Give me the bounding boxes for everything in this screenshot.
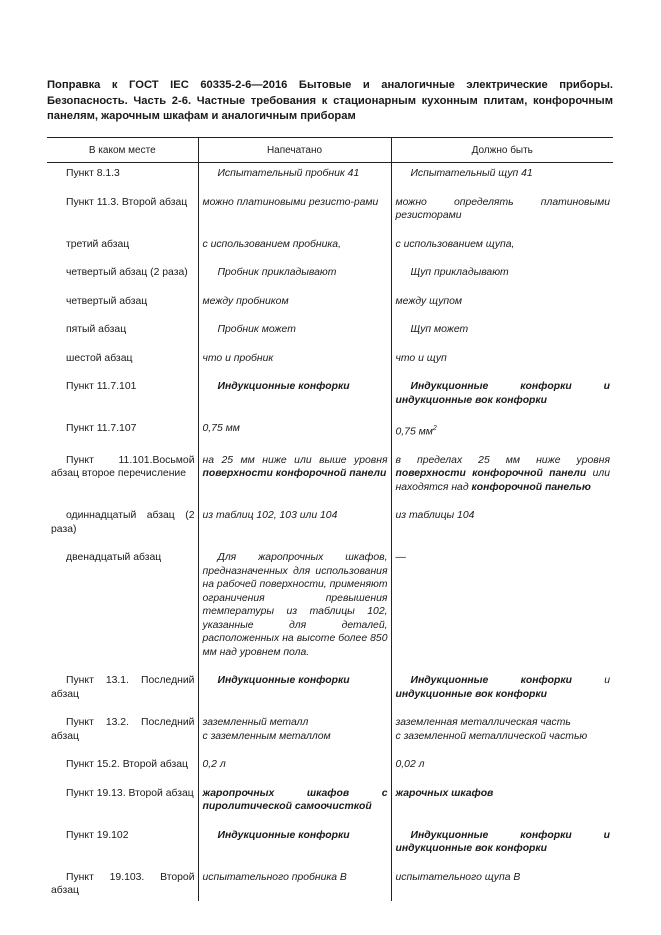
row-location: Пункт 19.103. Второй абзац	[51, 871, 195, 897]
row-correct: что и щуп	[391, 348, 613, 377]
row-location: Пункт 19.102	[66, 829, 129, 841]
row-location: Пункт 13.2. Последний абзац	[51, 717, 195, 742]
table-row	[47, 867, 613, 901]
table-row	[47, 825, 613, 867]
table-row	[47, 754, 613, 783]
table-row	[47, 348, 613, 377]
row-location: Пункт 13.1. Последний абзац	[51, 675, 195, 700]
row-location: третий абзац	[66, 238, 130, 250]
row-correct-part: и	[571, 675, 610, 687]
header-location: В каком месте	[47, 138, 198, 163]
row-printed-bold: поверхности конфорочной панели	[202, 468, 387, 480]
row-correct: между щупом	[391, 291, 613, 320]
row-correct-bold: индукционные вок конфорки	[395, 688, 547, 700]
row-printed: между пробником	[198, 291, 391, 320]
row-location: Пункт 11.7.101	[66, 381, 137, 392]
row-location: Пункт 19.13. Второй абзац	[66, 787, 194, 799]
table-row	[47, 547, 613, 670]
table-row	[47, 505, 613, 547]
table-row	[47, 712, 613, 754]
row-printed: Для жаропрочных шкафов, предназначенных для использования на рабочей поверхности, применяют ограничения превышения температуры из таблицы 102, указанные для деталей, расположенных на высоте более 850 мм над уровнем пола.	[202, 552, 388, 658]
row-correct-bold: поверхности конфорочной панели	[395, 468, 587, 480]
table-row	[47, 783, 613, 825]
row-location: Пункт 11.3. Второй абзац	[66, 196, 188, 208]
row-printed: Пробник может	[217, 324, 296, 335]
table-header-row	[47, 138, 613, 163]
row-correct-line: заземленная металлическая часть	[395, 717, 571, 729]
row-printed-part: на 25 мм ниже или выше уровня	[202, 454, 388, 466]
row-location: одиннадцатый абзац (2 раза)	[51, 510, 195, 535]
row-correct-bold: Индукционные конфорки	[410, 675, 572, 687]
row-printed: 0,75 мм	[198, 418, 391, 450]
row-correct-line: с заземленной металлической частью	[395, 730, 588, 742]
row-location: Пункт 11.101.Восьмой абзац второе перечисление	[51, 454, 195, 480]
row-printed: из таблиц 102, 103 или 104	[198, 505, 391, 547]
row-printed: жаропрочных шкафов с пиролитической самоочисткой	[198, 783, 391, 825]
table-row	[47, 418, 613, 450]
row-location: четвертый абзац	[66, 295, 148, 307]
row-correct: Щуп может	[410, 324, 469, 335]
row-printed: Пробник прикладывают	[217, 267, 337, 278]
row-correct: Испытательный щуп 41	[410, 168, 533, 179]
row-printed-line: заземленный металл	[202, 717, 309, 729]
row-printed: 0,2 л	[198, 754, 391, 783]
row-location: Пункт 15.2. Второй абзац	[66, 759, 188, 771]
row-correct: жарочных шкафов	[391, 783, 613, 825]
row-correct: испытательного щупа В	[391, 867, 613, 901]
row-printed: можно платиновыми резисто-рами	[198, 192, 391, 234]
row-printed: что и пробник	[198, 348, 391, 377]
table-row	[47, 450, 613, 506]
row-location: двенадцатый абзац	[66, 552, 162, 564]
table-row	[47, 376, 613, 418]
row-correct: из таблицы 104	[391, 505, 613, 547]
row-correct: —	[391, 547, 613, 670]
row-correct-part: или находятся над	[395, 468, 610, 493]
table-row	[47, 234, 613, 263]
row-correct: Индукционные конфорки и индукционные вок конфорки	[395, 829, 610, 855]
table-row	[47, 291, 613, 320]
row-printed: Испытательный пробник 41	[217, 168, 360, 179]
row-printed: испытательного пробника В	[198, 867, 391, 901]
table-row	[47, 319, 613, 348]
table-row	[47, 262, 613, 291]
row-location: четвертый абзац (2 раза)	[66, 267, 188, 278]
header-printed: Напечатано	[198, 138, 391, 163]
row-correct-part: в пределах 25 мм ниже уровня	[395, 454, 610, 466]
row-correct: Щуп прикладывают	[410, 267, 509, 278]
row-location: шестой абзац	[66, 352, 133, 364]
table-row	[47, 192, 613, 234]
row-correct: можно определять платиновыми резисторами	[391, 192, 613, 234]
row-location: Пункт 11.7.107	[66, 423, 137, 434]
row-correct-bold: конфорочной панелью	[471, 481, 591, 493]
row-correct: 0,75 мм	[395, 426, 433, 438]
errata-table	[47, 137, 613, 901]
row-printed: Индукционные конфорки	[217, 829, 350, 841]
row-printed-line: с заземленным металлом	[202, 730, 331, 742]
row-printed: с использованием пробника,	[198, 234, 391, 263]
row-correct: 0,02 л	[391, 754, 613, 783]
row-correct: Индукционные конфорки и индукционные вок конфорки	[395, 381, 610, 406]
row-location: пятый абзац	[66, 324, 127, 335]
table-row	[47, 670, 613, 712]
document-title: Поправка к ГОСТ IEC 60335-2-6—2016 Бытовые и аналогичные электрические приборы. Безопасность. Часть 2-6. Частные требования к стационарным кухонным плитам, конфорочным панелям, жарочным шкафам и аналогичным приборам	[47, 79, 613, 122]
table-row	[47, 163, 613, 192]
header-correct: Должно быть	[391, 138, 613, 163]
row-location: Пункт 8.1.3	[66, 168, 120, 179]
row-printed: Индукционные конфорки	[217, 675, 350, 687]
row-correct: с использованием щупа,	[391, 234, 613, 263]
superscript-exponent: 2	[432, 425, 437, 432]
row-printed: Индукционные конфорки	[217, 381, 350, 392]
